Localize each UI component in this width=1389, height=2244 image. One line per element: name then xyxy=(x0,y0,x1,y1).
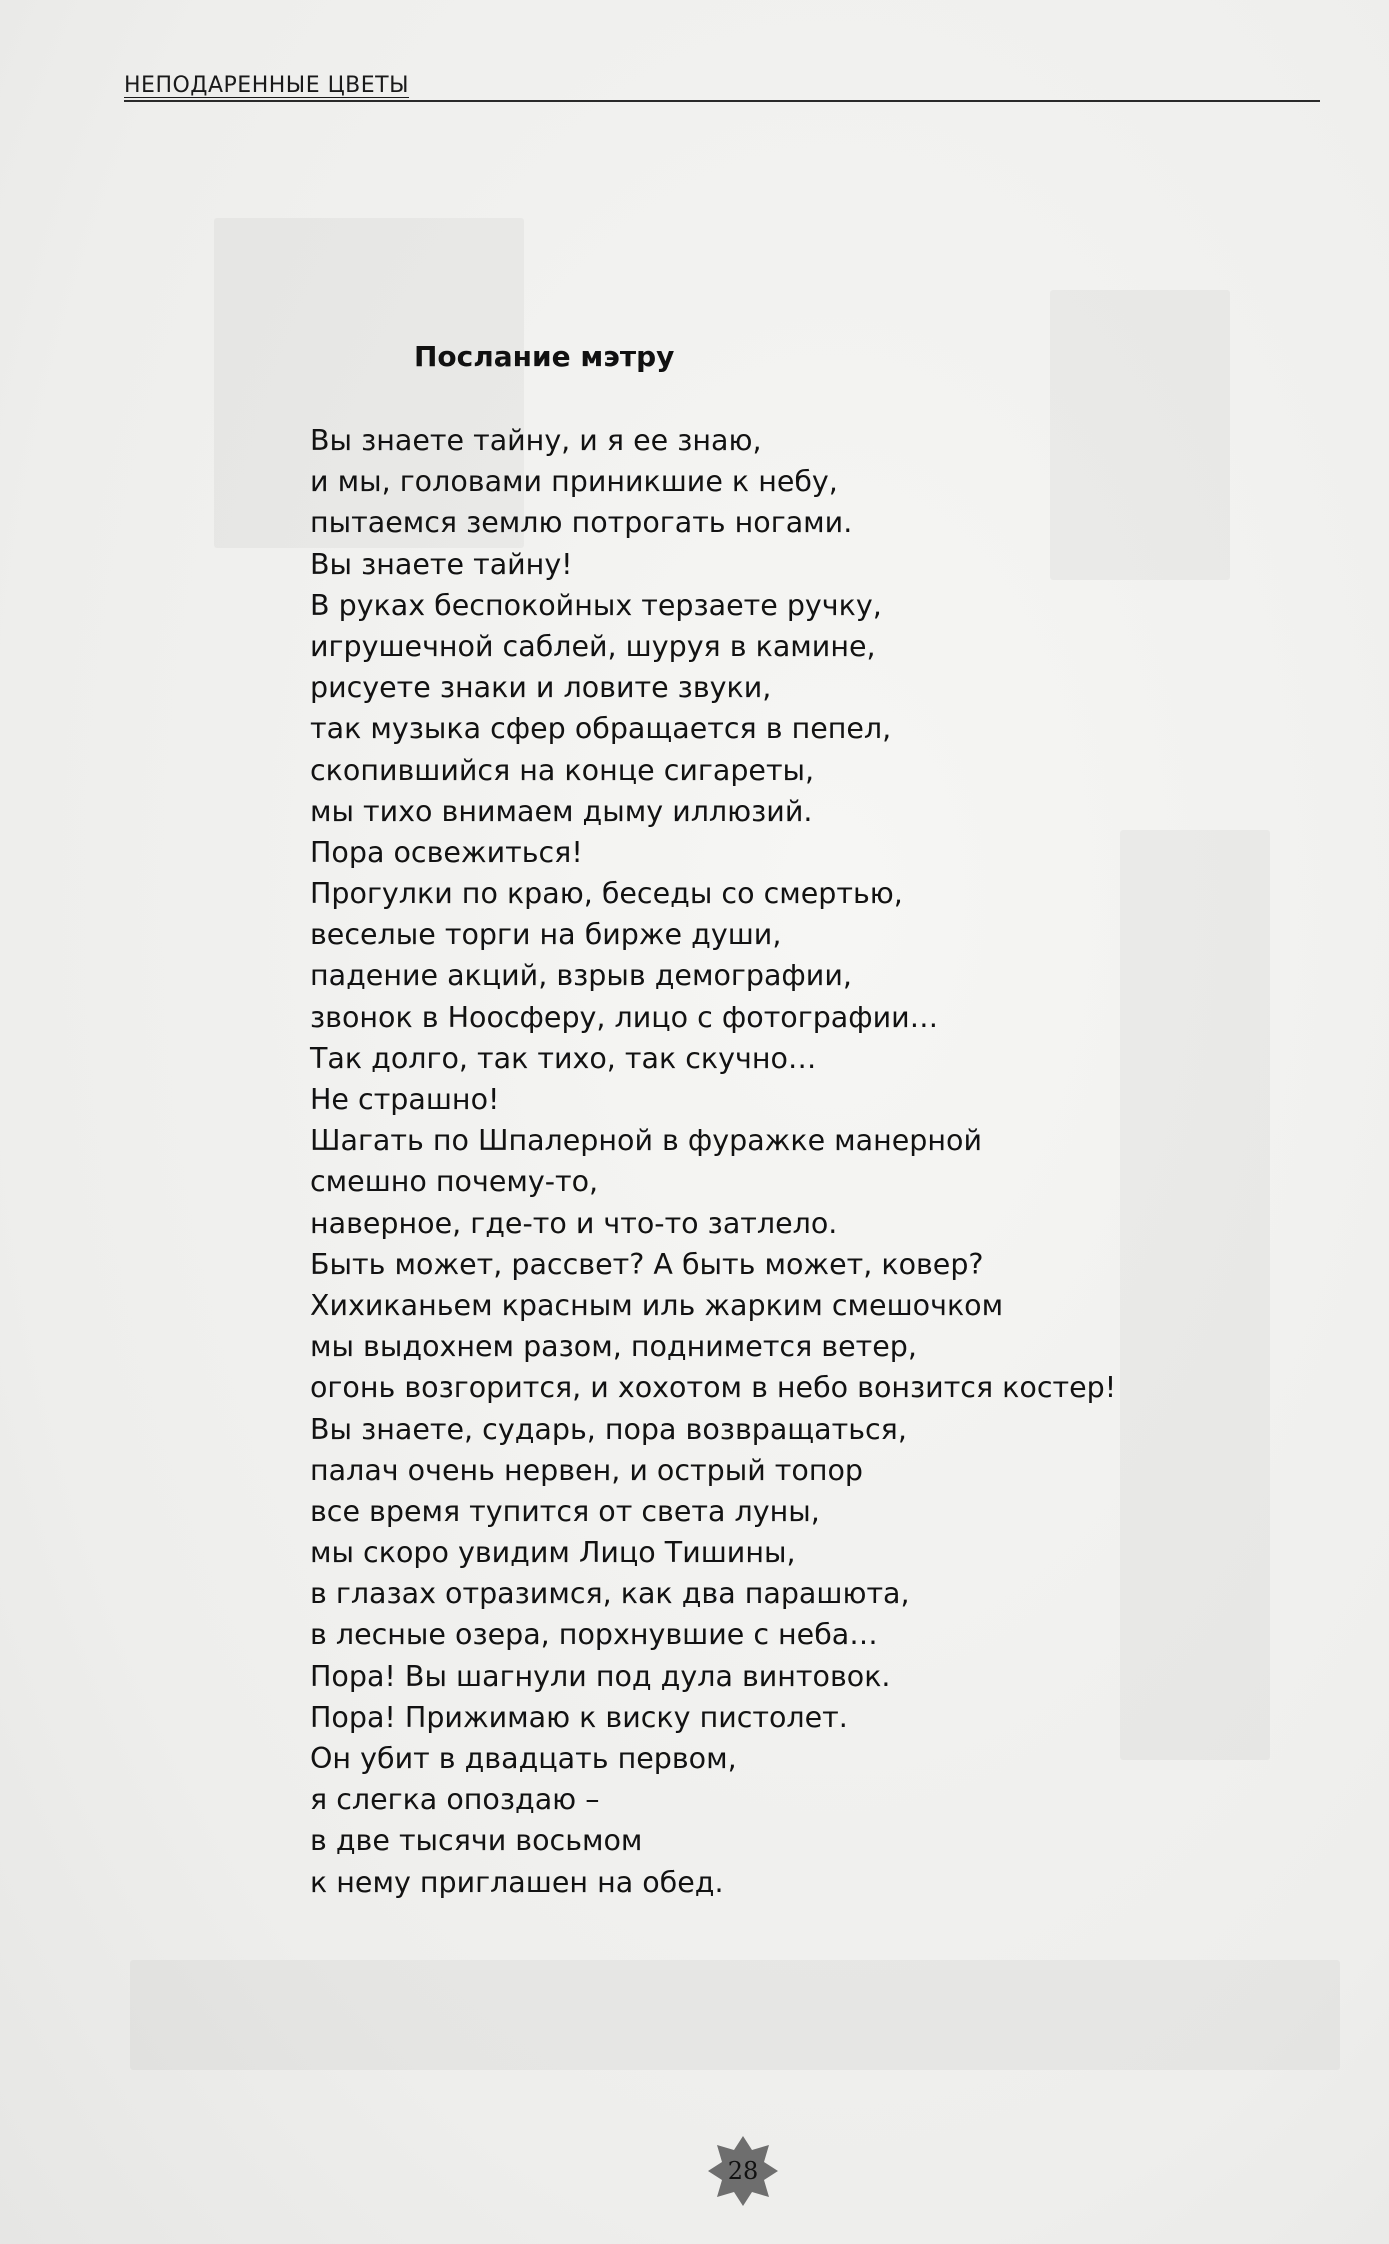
poem-line: и мы, головами приникшие к небу, xyxy=(310,465,838,499)
poem-line: Шагать по Шпалерной в фуражке манерной xyxy=(310,1124,982,1158)
poem-line: Вы знаете тайну! xyxy=(310,547,573,581)
running-title: НЕПОДАРЕННЫЕ ЦВЕТЫ xyxy=(124,73,410,98)
poem-line: Пора! Прижимаю к виску пистолет. xyxy=(310,1700,848,1734)
poem-title: Послание мэтру xyxy=(414,340,675,373)
poem-line: пытаемся землю потрогать ногами. xyxy=(310,506,853,540)
running-header xyxy=(124,66,1320,102)
poem-line: наверное, где-то и что-то затлело. xyxy=(310,1206,838,1240)
poem-line: рисуете знаки и ловите звуки, xyxy=(310,671,772,705)
poem-line: веселые торги на бирже души, xyxy=(310,918,782,952)
bleed-through-footnote xyxy=(130,1960,1340,2070)
poem-line: я слегка опоздаю – xyxy=(310,1783,600,1817)
poem-line: Он убит в двадцать первом, xyxy=(310,1742,737,1775)
poem-line: Пора освежиться! xyxy=(310,835,583,869)
poem-line: мы выдохнем разом, поднимется ветер, xyxy=(310,1330,917,1364)
poem-body xyxy=(310,420,1310,1903)
poem-line: Прогулки по краю, беседы со смертью, xyxy=(310,877,903,911)
poem-line: Не страшно! xyxy=(310,1083,500,1116)
poem-line: в лесные озера, порхнувшие с неба… xyxy=(310,1618,878,1652)
poem-line: огонь возгорится, и хохотом в небо вонзится костер! xyxy=(310,1371,1117,1405)
poem-line: мы скоро увидим Лицо Тишины, xyxy=(310,1536,796,1570)
poem-line: в глазах отразимся, как два парашюта, xyxy=(310,1577,910,1611)
poem-line: падение акций, взрыв демографии, xyxy=(310,959,852,993)
page-number: 28 xyxy=(727,2157,759,2185)
poem-line: так музыка сфер обращается в пепел, xyxy=(310,712,892,746)
poem-line: все время тупится от света луны, xyxy=(310,1494,820,1528)
poem-line: к нему приглашен на обед. xyxy=(310,1865,724,1899)
poem-line: звонок в Ноосферу, лицо с фотографии… xyxy=(310,1000,939,1034)
poem-line: Пора! Вы шагнули под дула винтовок. xyxy=(310,1659,891,1693)
poem-line: смешно почему-то, xyxy=(310,1165,599,1199)
poem-line: Так долго, так тихо, так скучно… xyxy=(310,1041,817,1075)
poem-line: игрушечной саблей, шуруя в камине, xyxy=(310,629,876,663)
poem-line: палач очень нервен, и острый топор xyxy=(310,1453,863,1487)
poem-line: скопившийся на конце сигареты, xyxy=(310,753,815,787)
poem-line: мы тихо внимаем дыму иллюзий. xyxy=(310,794,813,828)
poem-line: Хихиканьем красным иль жарким смешочком xyxy=(310,1288,1004,1322)
poem-line: Вы знаете, сударь, пора возвращаться, xyxy=(310,1412,907,1446)
page-number-badge xyxy=(706,2134,780,2208)
poem-line: Быть может, рассвет? А быть может, ковер? xyxy=(310,1247,984,1281)
poem-line: В руках беспокойных терзаете ручку, xyxy=(310,588,882,622)
poem-line: в две тысячи восьмом xyxy=(310,1824,643,1858)
poem-line: Вы знаете тайну, и я ее знаю, xyxy=(310,424,762,457)
